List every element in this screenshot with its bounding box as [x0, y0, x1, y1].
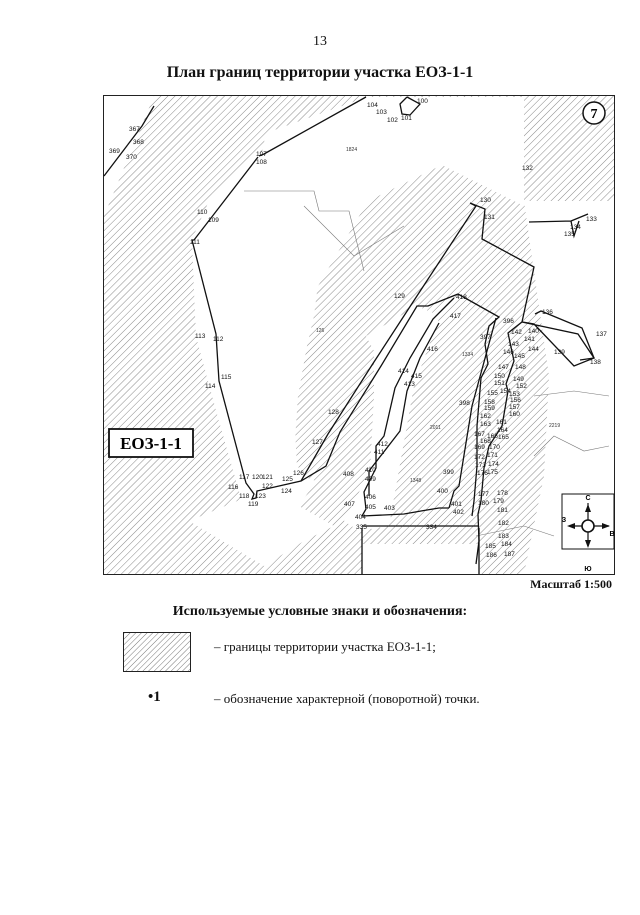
point-label-155: 155 [487, 390, 498, 397]
compass-south: Ю [584, 566, 592, 573]
point-label-130: 130 [480, 197, 491, 204]
point-label-100: 100 [417, 98, 428, 105]
parcel-number-1334: 1334 [462, 352, 474, 358]
point-label-149: 149 [513, 376, 524, 383]
point-label-399: 399 [443, 469, 454, 476]
point-label-414: 414 [398, 368, 409, 375]
point-label-141: 141 [524, 336, 535, 343]
point-label-122: 122 [262, 483, 273, 490]
point-label-177: 177 [478, 491, 489, 498]
point-label-171: 171 [487, 452, 498, 459]
zone-label: ЕОЗ-1-1 [120, 434, 182, 453]
point-label-157: 157 [509, 404, 520, 411]
point-label-407: 407 [344, 501, 355, 508]
point-label-162: 162 [480, 413, 491, 420]
point-label-159: 159 [484, 405, 495, 412]
legend-title: Используемые условные знаки и обозначения: [172, 604, 468, 619]
point-label-410: 410 [365, 467, 376, 474]
parcel-number-1348: 1348 [410, 478, 422, 484]
point-label-186: 186 [486, 552, 497, 559]
point-label-401: 401 [451, 501, 462, 508]
point-label-403: 403 [384, 505, 395, 512]
point-label-110: 110 [197, 209, 208, 216]
sheet-number: 7 [590, 107, 598, 122]
point-label-107: 107 [256, 151, 267, 158]
point-label-150: 150 [494, 373, 505, 380]
point-label-163: 163 [480, 421, 491, 428]
point-label-104: 104 [367, 102, 378, 109]
point-label-172: 172 [474, 454, 485, 461]
point-label-154: 154 [500, 388, 511, 395]
point-label-127: 127 [312, 439, 323, 446]
point-label-411: 411 [374, 449, 385, 456]
point-label-170: 170 [489, 444, 500, 451]
hatched-territory [104, 96, 614, 574]
point-label-112: 112 [213, 336, 224, 343]
point-label-335: 335 [356, 524, 367, 531]
point-label-367: 367 [129, 126, 140, 133]
point-label-115: 115 [221, 374, 232, 381]
point-label-129: 129 [394, 293, 405, 300]
point-label-116: 116 [228, 484, 239, 491]
point-label-400: 400 [437, 488, 448, 495]
point-label-117: 117 [239, 474, 250, 481]
point-label-409: 409 [365, 476, 376, 483]
point-label-146: 146 [503, 349, 514, 356]
point-label-131: 131 [484, 214, 495, 221]
point-label-408: 408 [343, 471, 354, 478]
point-label-412: 412 [377, 441, 388, 448]
page-title: План границ территории участка ЕОЗ-1-1 [166, 64, 474, 81]
compass-east: В [609, 531, 615, 538]
point-label-124: 124 [281, 488, 292, 495]
point-label-417: 417 [450, 313, 461, 320]
point-label-123: 123 [255, 493, 266, 500]
point-label-178: 178 [497, 490, 508, 497]
point-label-120: 120 [252, 474, 263, 481]
point-label-182: 182 [498, 520, 509, 527]
point-label-415: 415 [411, 373, 422, 380]
point-label-418: 418 [456, 294, 467, 301]
point-label-135: 135 [564, 231, 575, 238]
point-label-156: 156 [510, 397, 521, 404]
legend-hatch-swatch [123, 632, 191, 672]
point-label-179: 179 [493, 498, 504, 505]
page-number: 13 [313, 34, 327, 49]
point-label-153: 153 [509, 391, 520, 398]
point-label-102: 102 [387, 117, 398, 124]
point-label-160: 160 [509, 411, 520, 418]
point-label-416: 416 [427, 346, 438, 353]
point-label-133: 133 [586, 216, 597, 223]
point-label-118: 118 [239, 493, 250, 500]
point-label-113: 113 [195, 333, 206, 340]
point-label-139: 139 [554, 349, 565, 356]
legend-point-symbol: •1 [148, 689, 161, 705]
point-label-369: 369 [109, 148, 120, 155]
compass-north: С [585, 495, 591, 502]
point-label-134: 134 [570, 224, 581, 231]
point-label-128: 128 [328, 409, 339, 416]
parcel-number-1824: 1824 [346, 147, 358, 153]
point-label-138: 138 [590, 359, 601, 366]
legend-item-point: – обозначение характерной (поворотной) точки. [214, 691, 480, 706]
point-label-132: 132 [522, 165, 533, 172]
point-label-180: 180 [478, 500, 489, 507]
point-label-370: 370 [126, 154, 137, 161]
parcel-number-2011: 2011 [430, 425, 441, 431]
point-label-167: 167 [474, 431, 485, 438]
point-label-126: 126 [293, 470, 304, 477]
point-label-181: 181 [497, 507, 508, 514]
point-label-398: 398 [459, 400, 470, 407]
point-label-111: 111 [190, 239, 200, 246]
point-label-137: 137 [596, 331, 607, 338]
point-label-145: 145 [514, 353, 525, 360]
point-label-176: 176 [477, 470, 488, 477]
point-label-166: 166 [487, 433, 498, 440]
point-label-169: 169 [474, 444, 485, 451]
point-label-185: 185 [485, 543, 496, 550]
point-label-396: 396 [503, 318, 514, 325]
point-label-147: 147 [498, 364, 509, 371]
point-label-161: 161 [496, 419, 507, 426]
point-label-413: 413 [404, 381, 415, 388]
point-label-140: 140 [528, 328, 539, 335]
point-label-103: 103 [376, 109, 387, 116]
point-label-119: 119 [248, 501, 259, 508]
point-label-334: 334 [426, 524, 437, 531]
point-label-187: 187 [504, 551, 515, 558]
compass-west: З [561, 517, 567, 524]
parcel-number-2219: 2219 [549, 423, 561, 429]
point-label-151: 151 [494, 380, 505, 387]
legend-item-boundary: – границы территории участка ЕОЗ-1-1; [214, 639, 436, 654]
point-label-402: 402 [453, 509, 464, 516]
point-label-152: 152 [516, 383, 527, 390]
point-label-148: 148 [515, 364, 526, 371]
point-label-142: 142 [511, 329, 522, 336]
point-label-183: 183 [498, 533, 509, 540]
point-label-109: 109 [208, 217, 219, 224]
point-label-125: 125 [282, 476, 293, 483]
point-label-114: 114 [205, 383, 216, 390]
point-label-174: 174 [488, 461, 499, 468]
point-label-404: 404 [355, 514, 366, 521]
point-label-405: 405 [365, 504, 376, 511]
point-label-175: 175 [487, 469, 498, 476]
map-frame[interactable] [103, 95, 615, 575]
point-label-144: 144 [528, 346, 539, 353]
point-label-168: 168 [480, 438, 491, 445]
point-label-165: 165 [498, 434, 509, 441]
point-label-143: 143 [508, 341, 519, 348]
point-label-108: 108 [256, 159, 267, 166]
point-label-406: 406 [365, 494, 376, 501]
point-label-397: 397 [480, 334, 491, 341]
boundary-map[interactable] [104, 96, 614, 574]
point-label-368: 368 [133, 139, 144, 146]
point-label-158: 158 [484, 399, 495, 406]
parcel-number-126: 126 [316, 328, 325, 334]
point-label-101: 101 [401, 115, 412, 122]
map-scale: Масштаб 1:500 [530, 577, 612, 591]
point-label-173: 173 [475, 462, 486, 469]
point-label-121: 121 [262, 474, 273, 481]
point-label-184: 184 [501, 541, 512, 548]
point-label-164: 164 [497, 427, 508, 434]
point-label-136: 136 [542, 309, 553, 316]
